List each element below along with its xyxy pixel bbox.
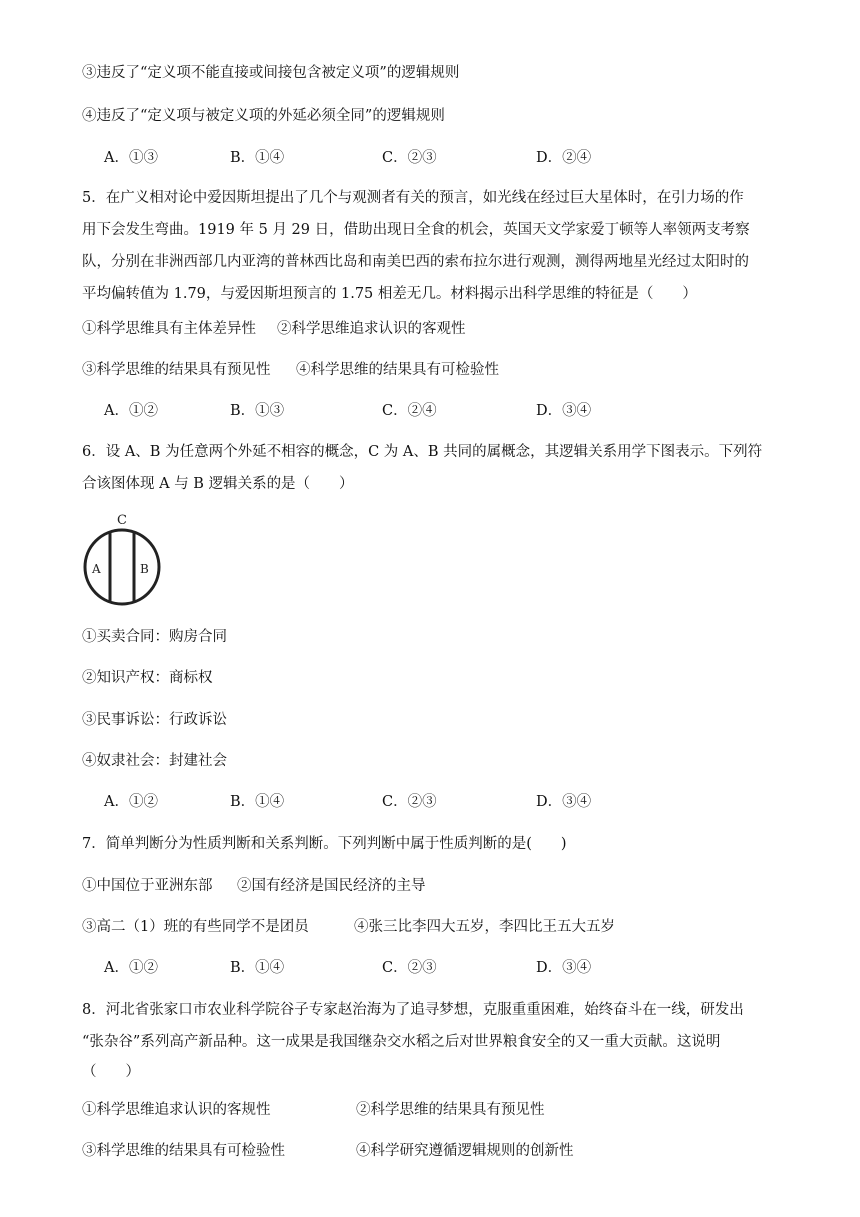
q8-stem-line-2: “张杂谷”系列高产新品种。这一成果是我国继杂交水稻之后对世界粮食安全的又一重大贡献。这说明 [82, 1034, 721, 1050]
q5-options [104, 401, 704, 421]
q7-options [104, 958, 704, 978]
q7-option-b: B．①④ [230, 960, 285, 976]
q8-stem-line-3: （ ） [82, 1064, 140, 1080]
q4-option-c: C．②③ [382, 150, 437, 166]
q5-item-3: ③科学思维的结果具有预见性 [82, 362, 271, 378]
q5-stem-line-3: 队，分别在非洲西部几内亚湾的普林西比岛和南美巴西的索布拉尔进行观测，测得两地星光经过太阳时的 [82, 254, 749, 270]
q6-option-b: B．①④ [230, 794, 285, 810]
venn-diagram [80, 510, 166, 606]
q6-options [104, 792, 704, 812]
q5-stem-line-1: 5．在广义相对论中爱因斯坦提出了几个与观测者有关的预言，如光线在经过巨大星体时，在引力场的作 [82, 190, 744, 206]
q4-options [104, 148, 704, 168]
q7-item-2: ②国有经济是国民经济的主导 [237, 878, 426, 894]
q5-option-b: B．①③ [230, 403, 285, 419]
q4-item-4: ④违反了“定义项与被定义项的外延必须全同”的逻辑规则 [82, 108, 445, 124]
q7-option-c: C．②③ [382, 960, 437, 976]
q5-stem-line-2: 用下会发生弯曲。1919 年 5 月 29 日，借助出现日全食的机会，英国天文学家爱丁顿等人率领两支考察 [82, 222, 750, 238]
q6-item-2: ②知识产权：商标权 [82, 670, 213, 686]
q8-item-2: ②科学思维的结果具有预见性 [356, 1102, 545, 1118]
q7-item-3: ③高二（1）班的有些同学不是团员 [82, 919, 309, 935]
q6-stem-line-2: 合该图体现 A 与 B 逻辑关系的是（ ） [82, 476, 354, 492]
q7-option-d: D．③④ [536, 960, 592, 976]
q5-option-a: A．①② [104, 403, 158, 419]
q6-option-c: C．②③ [382, 794, 437, 810]
q5-item-1: ①科学思维具有主体差异性 [82, 321, 256, 337]
q5-item-4: ④科学思维的结果具有可检验性 [296, 362, 499, 378]
q6-item-4: ④奴隶社会：封建社会 [82, 753, 227, 769]
q8-item-1: ①科学思维追求认识的客规性 [82, 1102, 271, 1118]
q7-item-1: ①中国位于亚洲东部 [82, 878, 213, 894]
q4-option-a: A．①③ [104, 150, 158, 166]
q7-option-a: A．①② [104, 960, 158, 976]
diagram-label-a: A [92, 562, 101, 576]
q5-option-d: D．③④ [536, 403, 592, 419]
q6-stem-line-1: 6．设 A、B 为任意两个外延不相容的概念，C 为 A、B 共同的属概念，其逻辑关系用学下图表示。下列符 [82, 444, 763, 460]
q6-item-3: ③民事诉讼：行政诉讼 [82, 712, 227, 728]
diagram-label-b: B [140, 562, 149, 576]
q6-item-1: ①买卖合同：购房合同 [82, 629, 227, 645]
q8-item-3: ③科学思维的结果具有可检验性 [82, 1143, 285, 1159]
q5-option-c: C．②④ [382, 403, 437, 419]
q8-item-4: ④科学研究遵循逻辑规则的创新性 [356, 1143, 574, 1159]
q6-option-a: A．①② [104, 794, 158, 810]
diagram-label-c: C [117, 513, 127, 528]
q7-item-4: ④张三比李四大五岁，李四比王五大五岁 [354, 919, 615, 935]
venn-diagram-svg [80, 510, 166, 606]
q5-item-2: ②科学思维追求认识的客观性 [277, 321, 466, 337]
q4-option-b: B．①④ [230, 150, 285, 166]
q8-stem-line-1: 8．河北省张家口市农业科学院谷子专家赵治海为了追寻梦想，克服重重困难，始终奋斗在一线，研发出 [82, 1002, 744, 1018]
q6-option-d: D．③④ [536, 794, 592, 810]
q5-stem-line-4: 平均偏转值为 1.79，与爱因斯坦预言的 1.75 相差无几。材料揭示出科学思维的特征是（ ） [82, 286, 697, 302]
q4-item-3: ③违反了“定义项不能直接或间接包含被定义项”的逻辑规则 [82, 65, 460, 81]
q4-option-d: D．②④ [536, 150, 592, 166]
q7-stem-line-1: 7．简单判断分为性质判断和关系判断。下列判断中属于性质判断的是( ) [82, 836, 567, 852]
